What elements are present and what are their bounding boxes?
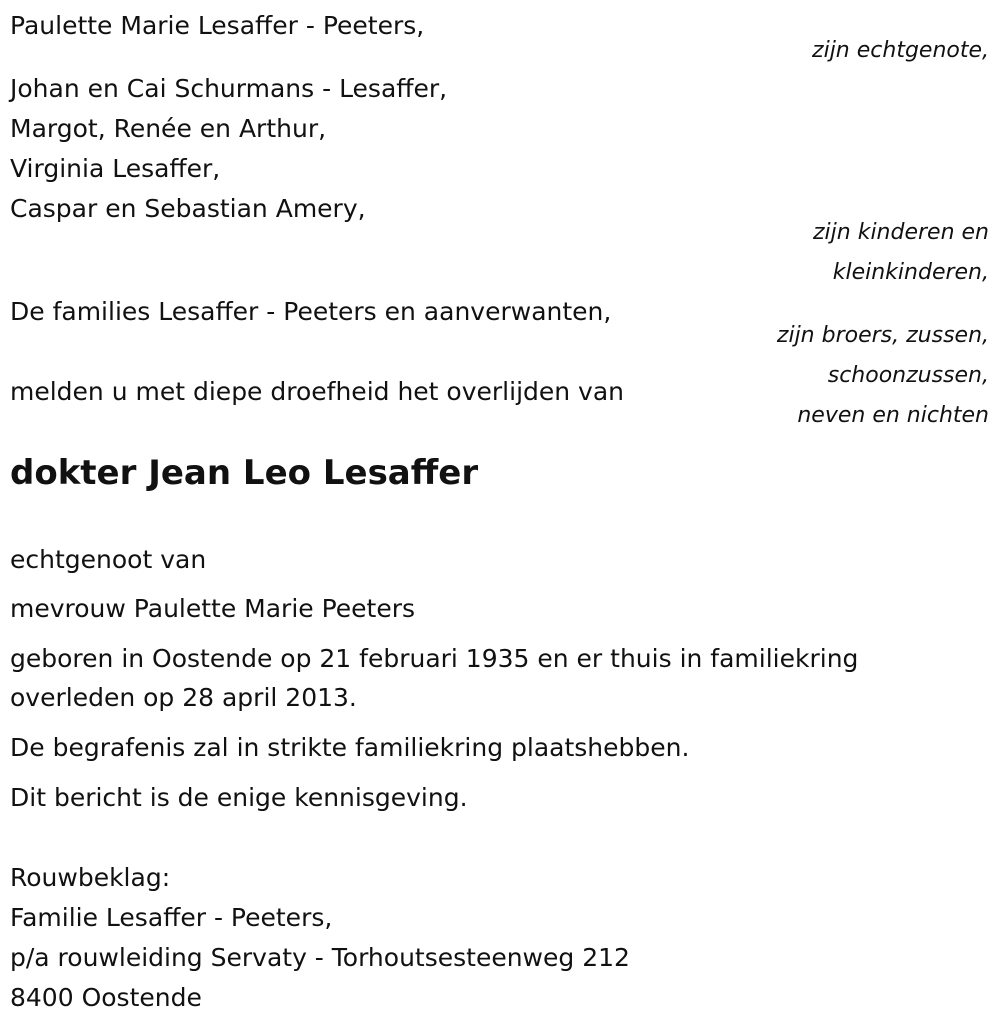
- children-role-line-1: zijn kinderen en: [813, 220, 989, 245]
- child-line-4: Caspar en Sebastian Amery,: [10, 194, 366, 223]
- spouse-role: zijn echtgenote,: [812, 38, 989, 63]
- condolences-line-3: 8400 Oostende: [10, 983, 202, 1012]
- condolences-line-2: p/a rouwleiding Servaty - Torhoutsesteenweg 212: [10, 943, 630, 972]
- families-role-line-1: zijn broers, zussen,: [776, 323, 989, 348]
- child-line-3: Virginia Lesaffer,: [10, 154, 221, 183]
- child-line-2: Margot, Renée en Arthur,: [10, 114, 327, 143]
- condolences-line-1: Familie Lesaffer - Peeters,: [10, 903, 333, 932]
- families-line: De families Lesaffer - Peeters en aanverwanten,: [10, 297, 612, 326]
- notice-line: Dit bericht is de enige kennisgeving.: [10, 783, 468, 812]
- families-role-line-3: neven en nichten: [797, 403, 989, 428]
- funeral-line: De begrafenis zal in strikte familiekring plaatshebben.: [10, 733, 690, 762]
- born-line-1: geboren in Oostende op 21 februari 1935 en er thuis in familiekring: [10, 644, 859, 673]
- spouse-of-label: echtgenoot van: [10, 545, 207, 574]
- spouse-line: Paulette Marie Lesaffer - Peeters,: [10, 11, 425, 40]
- spouse-name: mevrouw Paulette Marie Peeters: [10, 594, 416, 623]
- condolences-label: Rouwbeklag:: [10, 863, 171, 892]
- deceased-name: dokter Jean Leo Lesaffer: [10, 453, 479, 493]
- child-line-1: Johan en Cai Schurmans - Lesaffer,: [10, 74, 448, 103]
- families-role-line-2: schoonzussen,: [827, 363, 989, 388]
- born-line-2: overleden op 28 april 2013.: [10, 683, 357, 712]
- children-role-line-2: kleinkinderen,: [832, 260, 989, 285]
- announce-line: melden u met diepe droefheid het overlijden van: [10, 377, 625, 406]
